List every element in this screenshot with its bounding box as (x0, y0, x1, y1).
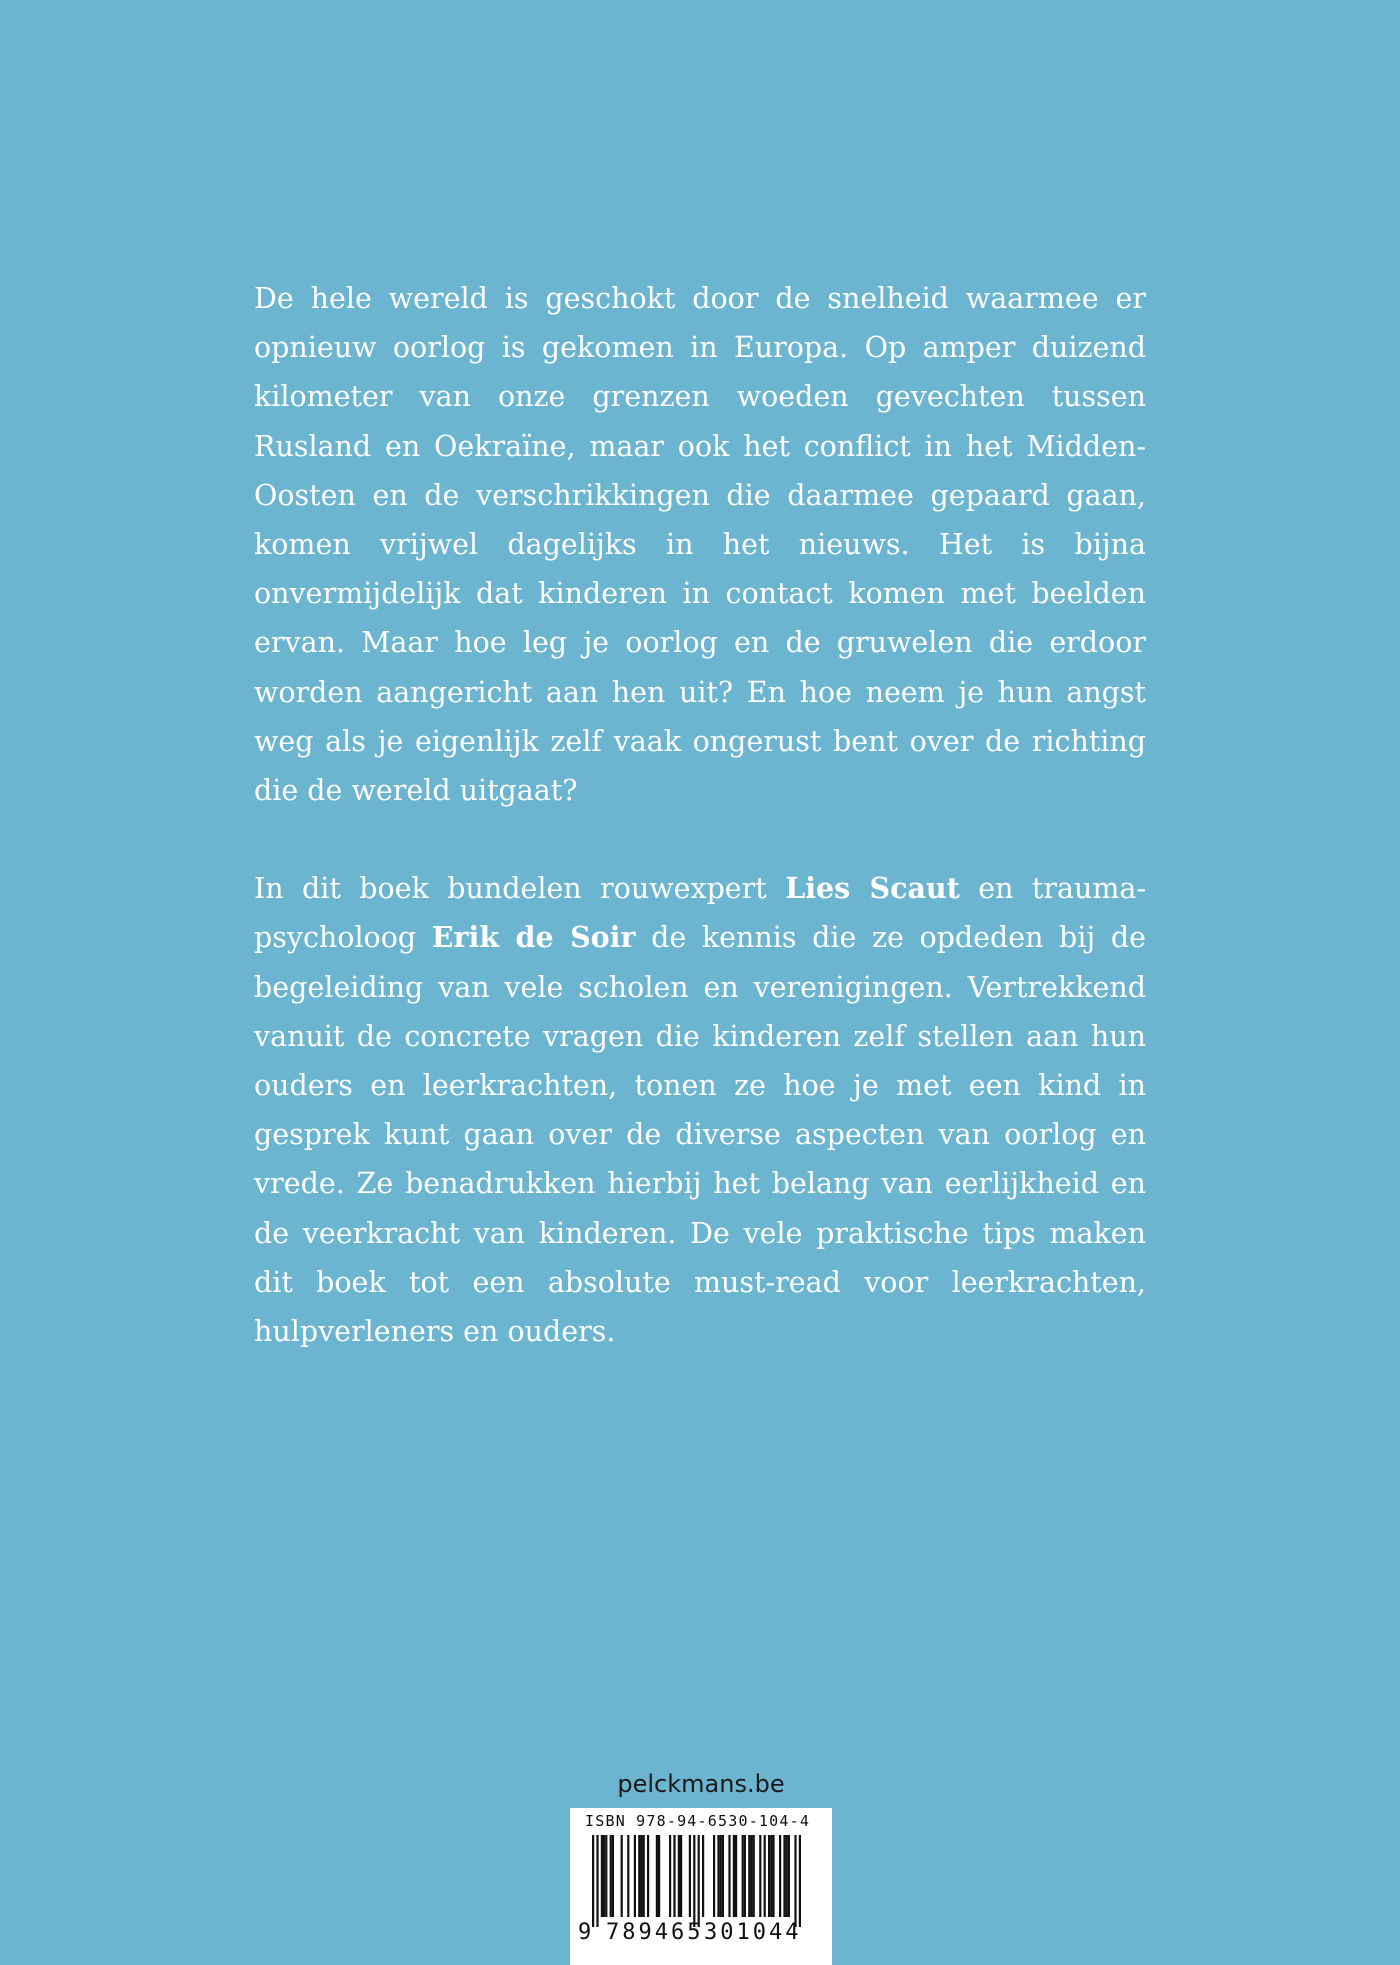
barcode-bar (742, 1835, 744, 1917)
barcode-bar (764, 1835, 766, 1917)
barcode-bar (603, 1835, 605, 1917)
barcode-bar (605, 1835, 607, 1917)
author-name-1: Lies Scaut (785, 871, 960, 906)
blurb-paragraph-2-middle: en trauma-psycholoog (254, 872, 1146, 955)
blurb-paragraph-1: De hele wereld is geschokt door de snelheid waarmee er opnieuw oorlog is gekomen in Europa. Op amper duizend kilometer van onze grenzen woeden gevechten tussen Rusland en Oekraïne, maar ook het conflict in het Midden-Oosten en de verschrikkingen die daarmee gepaard gaan, komen vrijwel dagelijks in het nieuws. Het is bijna onvermijdelijk dat kinderen in contact komen met beelden ervan. Maar hoe leg je oorlog en de gruwelen die erdoor worden aangericht aan hen uit? En hoe neem je hun angst weg als je eigenlijk zelf vaak ongerust bent over de richting die de wereld uitgaat? (254, 282, 1146, 808)
barcode-bar (759, 1835, 761, 1917)
barcode-bar (634, 1835, 636, 1917)
barcode-bar (647, 1835, 649, 1917)
barcode-bar (779, 1835, 781, 1917)
barcode-bar (702, 1835, 704, 1917)
barcode-bar (786, 1835, 788, 1917)
barcode-guard-bar (794, 1835, 796, 1927)
blurb-paragraph-2-intro: In dit boek bundelen rouwexpert (254, 872, 786, 906)
barcode-bar (783, 1835, 785, 1917)
barcode-bar (638, 1835, 640, 1917)
barcode-bar (753, 1835, 755, 1917)
barcode-bar (689, 1835, 691, 1917)
barcode-bar (788, 1835, 790, 1917)
barcode-guard-bar (693, 1835, 695, 1927)
barcode-bar (713, 1835, 715, 1917)
barcode-bar (744, 1835, 746, 1917)
barcode-bar (680, 1835, 682, 1917)
barcode-bar (722, 1835, 724, 1917)
barcode-bar (669, 1835, 671, 1917)
barcode-bar (643, 1835, 645, 1917)
barcode-bar (678, 1835, 680, 1917)
barcode-bar (627, 1835, 629, 1917)
barcode-guard-bar (596, 1835, 598, 1927)
barcode-bar (770, 1835, 772, 1917)
back-cover-blurb (254, 274, 1146, 1356)
barcode-guard-bar (698, 1835, 700, 1927)
isbn-number: ISBN 978-94-6530-104-4 (585, 1812, 811, 1830)
barcode-bar (728, 1835, 730, 1917)
barcode-bar (658, 1835, 660, 1917)
publisher-website: pelckmans.be (617, 1770, 785, 1798)
barcode-bar (601, 1835, 603, 1917)
barcode-bar (735, 1835, 737, 1917)
barcode-bar (621, 1835, 623, 1917)
blurb-paragraph-2 (254, 864, 1146, 1356)
barcode-bar (750, 1835, 752, 1917)
author-name-2: Erik de Soir (431, 920, 636, 955)
barcode-guard-bar (592, 1835, 594, 1927)
barcode-bar (640, 1835, 642, 1917)
barcode-guard-bar (799, 1835, 801, 1927)
barcode-bar (610, 1835, 612, 1917)
barcode-digits-right: 301044 (704, 1920, 802, 1945)
barcode-bar (656, 1835, 658, 1917)
barcode-bar (612, 1835, 614, 1917)
barcode-bar (768, 1835, 770, 1917)
barcode-bar (748, 1835, 750, 1917)
barcode-label (570, 1808, 832, 1965)
barcode-bar (717, 1835, 719, 1917)
barcode-digits-left: 789465 (606, 1920, 704, 1945)
blurb-paragraph-2-rest: de kennis die ze opdeden bij de begeleiding van vele scholen en verenigingen. Vertrekkend vanuit de concrete vragen die kinderen zelf stellen aan hun ouders en leerkrachten, tonen ze hoe je met een kind in gesprek kunt gaan over de diverse aspecten van oorlog en vrede. Ze benadrukken hierbij het belang van eerlijkheid en de veerkracht van kinderen. De vele praktische tips maken dit boek tot een absolute must-read voor leerkrachten, hulpverleners en ouders. (254, 921, 1146, 1349)
barcode-bar (772, 1835, 774, 1917)
barcode-bar (673, 1835, 675, 1917)
barcode-bar (720, 1835, 722, 1917)
barcode-bar (733, 1835, 735, 1917)
barcode-digit-first: 9 (578, 1920, 592, 1945)
barcode-icon (592, 1835, 812, 1927)
